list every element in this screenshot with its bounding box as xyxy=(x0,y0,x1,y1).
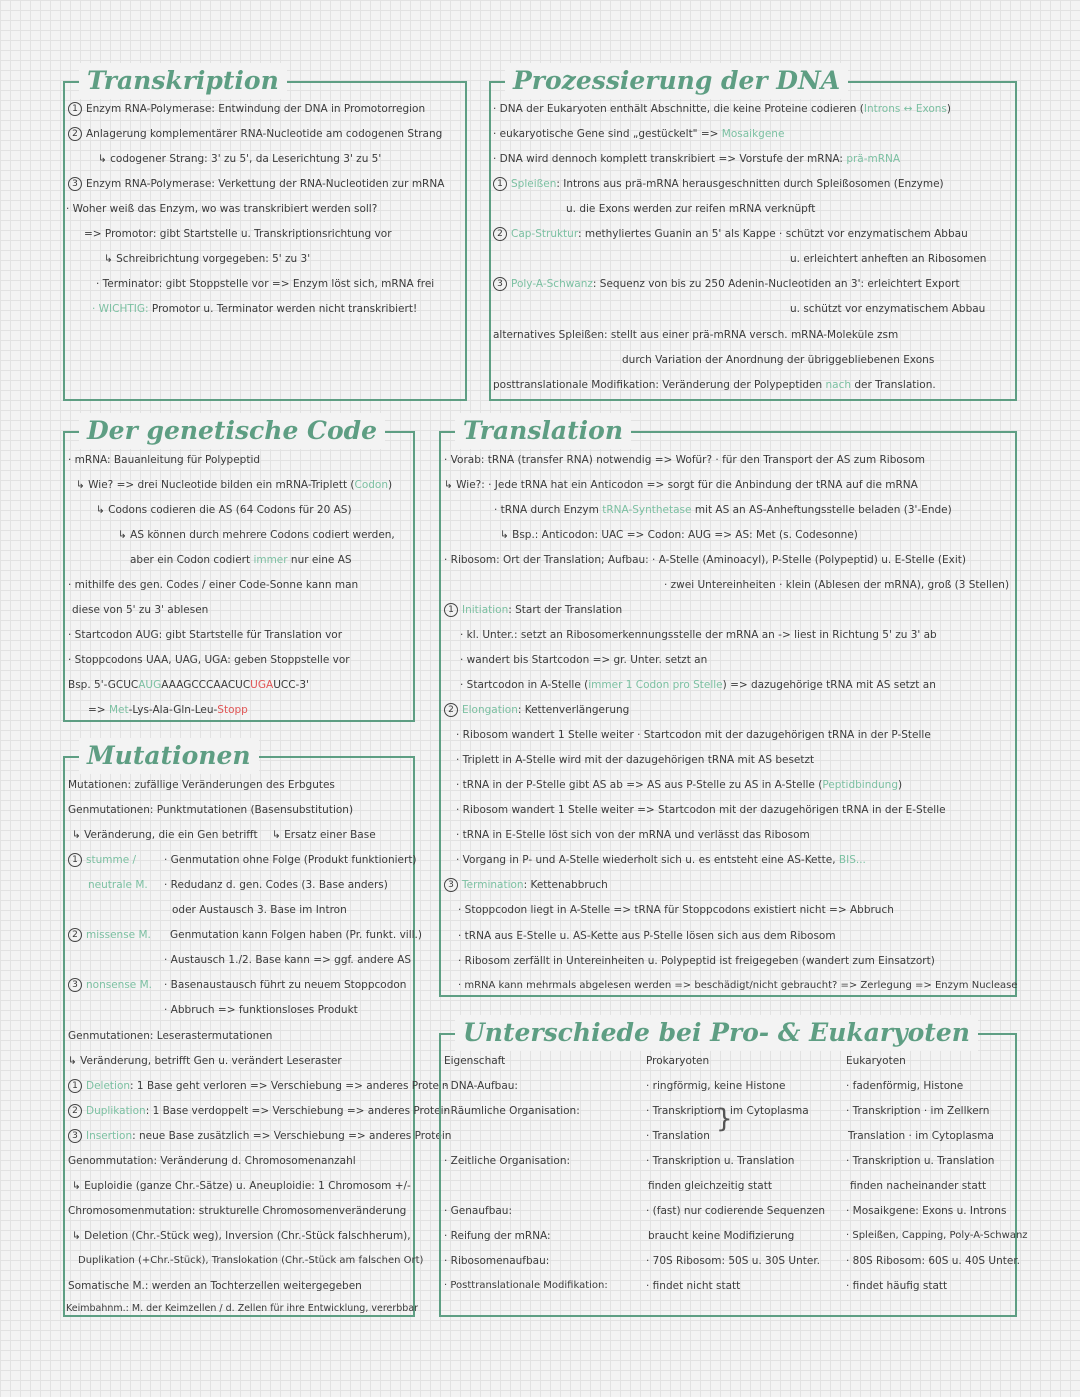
prozessierung-line-12: posttranslationale Modifikation: Veränderung der Polypeptiden nach der Translation. xyxy=(493,379,936,391)
translation-line-19: · mRNA kann mehrmals abgelesen werden => beschädigt/nicht gebraucht? => Zerlegung => Enzym Nuclease xyxy=(458,980,1018,991)
translation-line-8: · wandert bis Startcodon => gr. Unter. setzt an xyxy=(460,654,708,666)
prozessierung-line-5: u. die Exons werden zur reifen mRNA verknüpft xyxy=(566,203,816,215)
prozessierung-line-10: alternatives Spleißen: stellt aus einer prä-mRNA versch. mRNA-Moleküle zsm xyxy=(493,329,899,341)
transkription-line-1: 1 Enzym RNA-Polymerase: Entwindung der DNA in Promotorregion xyxy=(68,102,425,116)
mutationen-line-10: Duplikation (+Chr.-Stück), Translokation (Chr.-Stück am falschen Ort) xyxy=(78,1255,424,1266)
table-header-prokaryoten: Prokaryoten xyxy=(646,1055,710,1067)
unterschiede-title: Unterschiede bei Pro- & Eukaryoten xyxy=(455,1015,978,1051)
table-cell: · DNA-Aufbau: xyxy=(444,1080,518,1092)
translation-line-6: · zwei Untereinheiten · klein (Ablesen der mRNA), groß (3 Stellen) xyxy=(664,579,1010,591)
code-line-6: · mithilfe des gen. Codes / einer Code-Sonne kann man xyxy=(68,579,359,591)
mutationen-line-5: ↳ Veränderung, betrifft Gen u. verändert Leseraster xyxy=(68,1055,342,1067)
translation-line-14: · tRNA in E-Stelle löst sich von der mRNA und verlässt das Ribosom xyxy=(456,829,810,841)
translation-line-13: · Ribosom wandert 1 Stelle weiter => Startcodon mit der dazugehörigen tRNA in der E-Stelle xyxy=(456,804,946,816)
prozessierung-line-9: u. schützt vor enzymatischem Abbau xyxy=(790,303,986,315)
mutationen-missense-text: Genmutation kann Folgen haben (Pr. funkt. vill.) xyxy=(170,929,422,941)
mutationen-missense-text-2: · Austausch 1./2. Base kann => ggf. andere AS xyxy=(164,954,412,966)
mutationen-line-11: Somatische M.: werden an Tochterzellen weitergegeben xyxy=(68,1280,362,1292)
code-title: Der genetische Code xyxy=(79,413,385,449)
code-line-10: Bsp. 5'-GCUCAUGAAAGCCCAACUCUGAUCC-3' xyxy=(68,679,309,691)
mutationen-line-3a: ↳ Veränderung, die ein Gen betrifft xyxy=(72,829,258,841)
table-header-eukaryoten: Eukaryoten xyxy=(846,1055,906,1067)
mutationen-insertion: 3 Insertion: neue Base zusätzlich => Verschiebung => anderes Protein xyxy=(68,1129,451,1143)
mutationen-missense: 2 missense M. xyxy=(68,928,151,942)
transkription-line-3: ↳ codogener Strang: 3' zu 5', da Leserichtung 3' zu 5' xyxy=(98,153,382,165)
table-cell: finden nacheinander statt xyxy=(850,1180,987,1192)
mutationen-line-6: Genommutation: Veränderung d. Chromosomenanzahl xyxy=(68,1155,356,1167)
table-cell: · Mosaikgene: Exons u. Introns xyxy=(846,1205,1007,1217)
mutationen-nonsense-text-2: · Abbruch => funktionsloses Produkt xyxy=(164,1004,358,1016)
table-cell: · fadenförmig, Histone xyxy=(846,1080,964,1092)
mutationen-line-8: Chromosomenmutation: strukturelle Chromosomenveränderung xyxy=(68,1205,407,1217)
table-cell: · Transkription · im Zellkern xyxy=(846,1105,990,1117)
mutationen-nonsense-text: · Basenaustausch führt zu neuem Stoppcodon xyxy=(164,979,407,991)
table-cell: · (fast) nur codierende Sequenzen xyxy=(646,1205,825,1217)
table-cell: · findet nicht statt xyxy=(646,1280,741,1292)
code-line-8: · Startcodon AUG: gibt Startstelle für Translation vor xyxy=(68,629,343,641)
prozessierung-title: Prozessierung der DNA xyxy=(505,63,848,99)
translation-line-5: · Ribosom: Ort der Translation; Aufbau: · A-Stelle (Aminoacyl), P-Stelle (Polypeptid) u. E-Stelle (Exit) xyxy=(444,554,966,566)
mutationen-deletion: 1 Deletion: 1 Base geht verloren => Verschiebung => anderes Protein xyxy=(68,1079,449,1093)
table-cell: · Transkription xyxy=(646,1105,721,1117)
translation-line-7: · kl. Unter.: setzt an Ribosomerkennungsstelle der mRNA an -> liest in Richtung 5' zu 3' ab xyxy=(460,629,937,641)
prozessierung-line-11: durch Variation der Anordnung der übriggebliebenen Exons xyxy=(622,354,935,366)
table-cell: · Zeitliche Organisation: xyxy=(444,1155,571,1167)
prozessierung-line-3: · DNA wird dennoch komplett transkribiert => Vorstufe der mRNA: prä-mRNA xyxy=(493,153,901,165)
mutationen-nonsense: 3 nonsense M. xyxy=(68,978,152,992)
mutationen-title: Mutationen xyxy=(79,738,259,774)
mutationen-line-2: Genmutationen: Punktmutationen (Basensubstitution) xyxy=(68,804,354,816)
table-cell: Translation · im Cytoplasma xyxy=(848,1130,994,1142)
mutationen-line-4: Genmutationen: Leserastermutationen xyxy=(68,1030,273,1042)
translation-line-12: · tRNA in der P-Stelle gibt AS ab => AS aus P-Stelle zu AS in A-Stelle (Peptidbindung) xyxy=(456,779,903,791)
translation-initiation: 1 Initiation: Start der Translation xyxy=(444,603,622,617)
code-line-1: · mRNA: Bauanleitung für Polypeptid xyxy=(68,454,261,466)
transkription-line-9: · WICHTIG: Promotor u. Terminator werden nicht transkribiert! xyxy=(92,303,418,315)
code-line-3: ↳ Codons codieren die AS (64 Codons für 20 AS) xyxy=(96,504,352,516)
table-cell: · 70S Ribosom: 50S u. 30S Unter. xyxy=(646,1255,821,1267)
prozessierung-line-6: 2 Cap-Struktur: methyliertes Guanin an 5' als Kappe · schützt vor enzymatischem Abbau xyxy=(493,227,968,241)
table-cell: · ringförmig, keine Histone xyxy=(646,1080,786,1092)
table-cell: · Reifung der mRNA: xyxy=(444,1230,551,1242)
table-header-eigenschaft: Eigenschaft xyxy=(444,1055,506,1067)
translation-line-10: · Ribosom wandert 1 Stelle weiter · Startcodon mit der dazugehörigen tRNA in der P-Stelle xyxy=(456,729,931,741)
prozessierung-line-8: 3 Poly-A-Schwanz: Sequenz von bis zu 250 Adenin-Nucleotiden an 3': erleichtert Export xyxy=(493,277,960,291)
translation-termination: 3 Termination: Kettenabbruch xyxy=(444,878,608,892)
mutationen-line-9: ↳ Deletion (Chr.-Stück weg), Inversion (Chr.-Stück falschherum), xyxy=(72,1230,411,1242)
table-cell: finden gleichzeitig statt xyxy=(648,1180,772,1192)
table-cell: braucht keine Modifizierung xyxy=(648,1230,795,1242)
mutationen-line-12: Keimbahnm.: M. der Keimzellen / d. Zellen für ihre Entwicklung, vererbbar xyxy=(66,1303,419,1314)
transkription-line-8: · Terminator: gibt Stoppstelle vor => Enzym löst sich, mRNA frei xyxy=(96,278,435,290)
prozessierung-line-2: · eukaryotische Gene sind „gestückelt" => Mosaikgene xyxy=(493,128,785,140)
mutationen-neutral-text-2: oder Austausch 3. Base im Intron xyxy=(172,904,347,916)
translation-line-4: ↳ Bsp.: Anticodon: UAC => Codon: AUG => AS: Met (s. Codesonne) xyxy=(500,529,858,541)
table-cell: · Posttranslationale Modifikation: xyxy=(444,1280,608,1291)
unterschiede-section xyxy=(439,1018,1017,1317)
prozessierung-line-1: · DNA der Eukaryoten enthält Abschnitte, die keine Proteine codieren (Introns ↔ Exons) xyxy=(493,103,952,115)
code-line-5: aber ein Codon codiert immer nur eine AS xyxy=(130,554,352,566)
mutationen-stumm-text: · Genmutation ohne Folge (Produkt funktioniert) xyxy=(164,854,417,866)
translation-line-1: · Vorab: tRNA (transfer RNA) notwendig => Wofür? · für den Transport der AS zum Ribosom xyxy=(444,454,925,466)
brace-icon: } xyxy=(716,1104,733,1134)
table-cell: · findet häufig statt xyxy=(846,1280,948,1292)
table-cell: · Translation xyxy=(646,1130,710,1142)
translation-line-3: · tRNA durch Enzym tRNA-Synthetase mit AS an AS-Anheftungsstelle beladen (3'-Ende) xyxy=(494,504,952,516)
translation-line-9: · Startcodon in A-Stelle (immer 1 Codon pro Stelle) => dazugehörige tRNA mit AS setzt an xyxy=(460,679,936,691)
code-line-11: => Met-Lys-Ala-Gln-Leu-Stopp xyxy=(88,704,248,716)
mutationen-line-3b: ↳ Ersatz einer Base xyxy=(272,829,376,841)
mutationen-line-7: ↳ Euploidie (ganze Chr.-Sätze) u. Aneuploidie: 1 Chromosom +/- xyxy=(72,1180,411,1192)
table-cell: · Transkription u. Translation xyxy=(846,1155,995,1167)
transkription-line-2: 2 Anlagerung komplementärer RNA-Nucleotide am codogenen Strang xyxy=(68,127,442,141)
translation-title: Translation xyxy=(455,413,631,449)
code-line-7: diese von 5' zu 3' ablesen xyxy=(72,604,209,616)
translation-line-16: · Stoppcodon liegt in A-Stelle => tRNA für Stoppcodons existiert nicht => Abbruch xyxy=(458,904,894,916)
table-cell: · 80S Ribosom: 60S u. 40S Unter. xyxy=(846,1255,1021,1267)
table-cell: im Cytoplasma xyxy=(730,1105,809,1117)
translation-line-15: · Vorgang in P- und A-Stelle wiederholt sich u. es entsteht eine AS-Kette, BIS... xyxy=(456,854,866,866)
table-cell: · Genaufbau: xyxy=(444,1205,513,1217)
prozessierung-line-4: 1 Spleißen: Introns aus prä-mRNA herausgeschnitten durch Spleißosomen (Enzyme) xyxy=(493,177,944,191)
mutationen-line-1: Mutationen: zufällige Veränderungen des Erbgutes xyxy=(68,779,335,791)
translation-line-11: · Triplett in A-Stelle wird mit der dazugehörigen tRNA mit AS besetzt xyxy=(456,754,815,766)
code-line-9: · Stoppcodons UAA, UAG, UGA: geben Stoppstelle vor xyxy=(68,654,350,666)
transkription-line-4: 3 Enzym RNA-Polymerase: Verkettung der RNA-Nucleotiden zur mRNA xyxy=(68,177,444,191)
mutationen-neutral: neutrale M. xyxy=(88,879,148,891)
transkription-title: Transkription xyxy=(79,63,287,99)
code-line-4: ↳ AS können durch mehrere Codons codiert werden, xyxy=(118,529,395,541)
table-cell: · Räumliche Organisation: xyxy=(444,1105,580,1117)
table-cell: · Transkription u. Translation xyxy=(646,1155,795,1167)
translation-line-2: ↳ Wie?: · Jede tRNA hat ein Anticodon => sorgt für die Anbindung der tRNA auf die mRNA xyxy=(444,479,918,491)
mutationen-neutral-text: · Redudanz d. gen. Codes (3. Base anders) xyxy=(164,879,388,891)
transkription-line-7: ↳ Schreibrichtung vorgegeben: 5' zu 3' xyxy=(104,253,311,265)
mutationen-duplikation: 2 Duplikation: 1 Base verdoppelt => Verschiebung => anderes Protein xyxy=(68,1104,450,1118)
translation-line-18: · Ribosom zerfällt in Untereinheiten u. Polypeptid ist freigegeben (wandert zum Einsatzort) xyxy=(458,955,935,967)
code-line-2: ↳ Wie? => drei Nucleotide bilden ein mRNA-Triplett (Codon) xyxy=(76,479,393,491)
translation-elongation: 2 Elongation: Kettenverlängerung xyxy=(444,703,629,717)
mutationen-stumm: 1 stumme / xyxy=(68,853,136,867)
transkription-line-6: => Promotor: gibt Startstelle u. Transkriptionsrichtung vor xyxy=(84,228,392,240)
prozessierung-line-7: u. erleichtert anheften an Ribosomen xyxy=(790,253,987,265)
translation-line-17: · tRNA aus E-Stelle u. AS-Kette aus P-Stelle lösen sich aus dem Ribosom xyxy=(458,930,836,942)
transkription-line-5: · Woher weiß das Enzym, wo was transkribiert werden soll? xyxy=(66,203,378,215)
table-cell: · Ribosomenaufbau: xyxy=(444,1255,550,1267)
table-cell: · Spleißen, Capping, Poly-A-Schwanz xyxy=(846,1230,1028,1241)
